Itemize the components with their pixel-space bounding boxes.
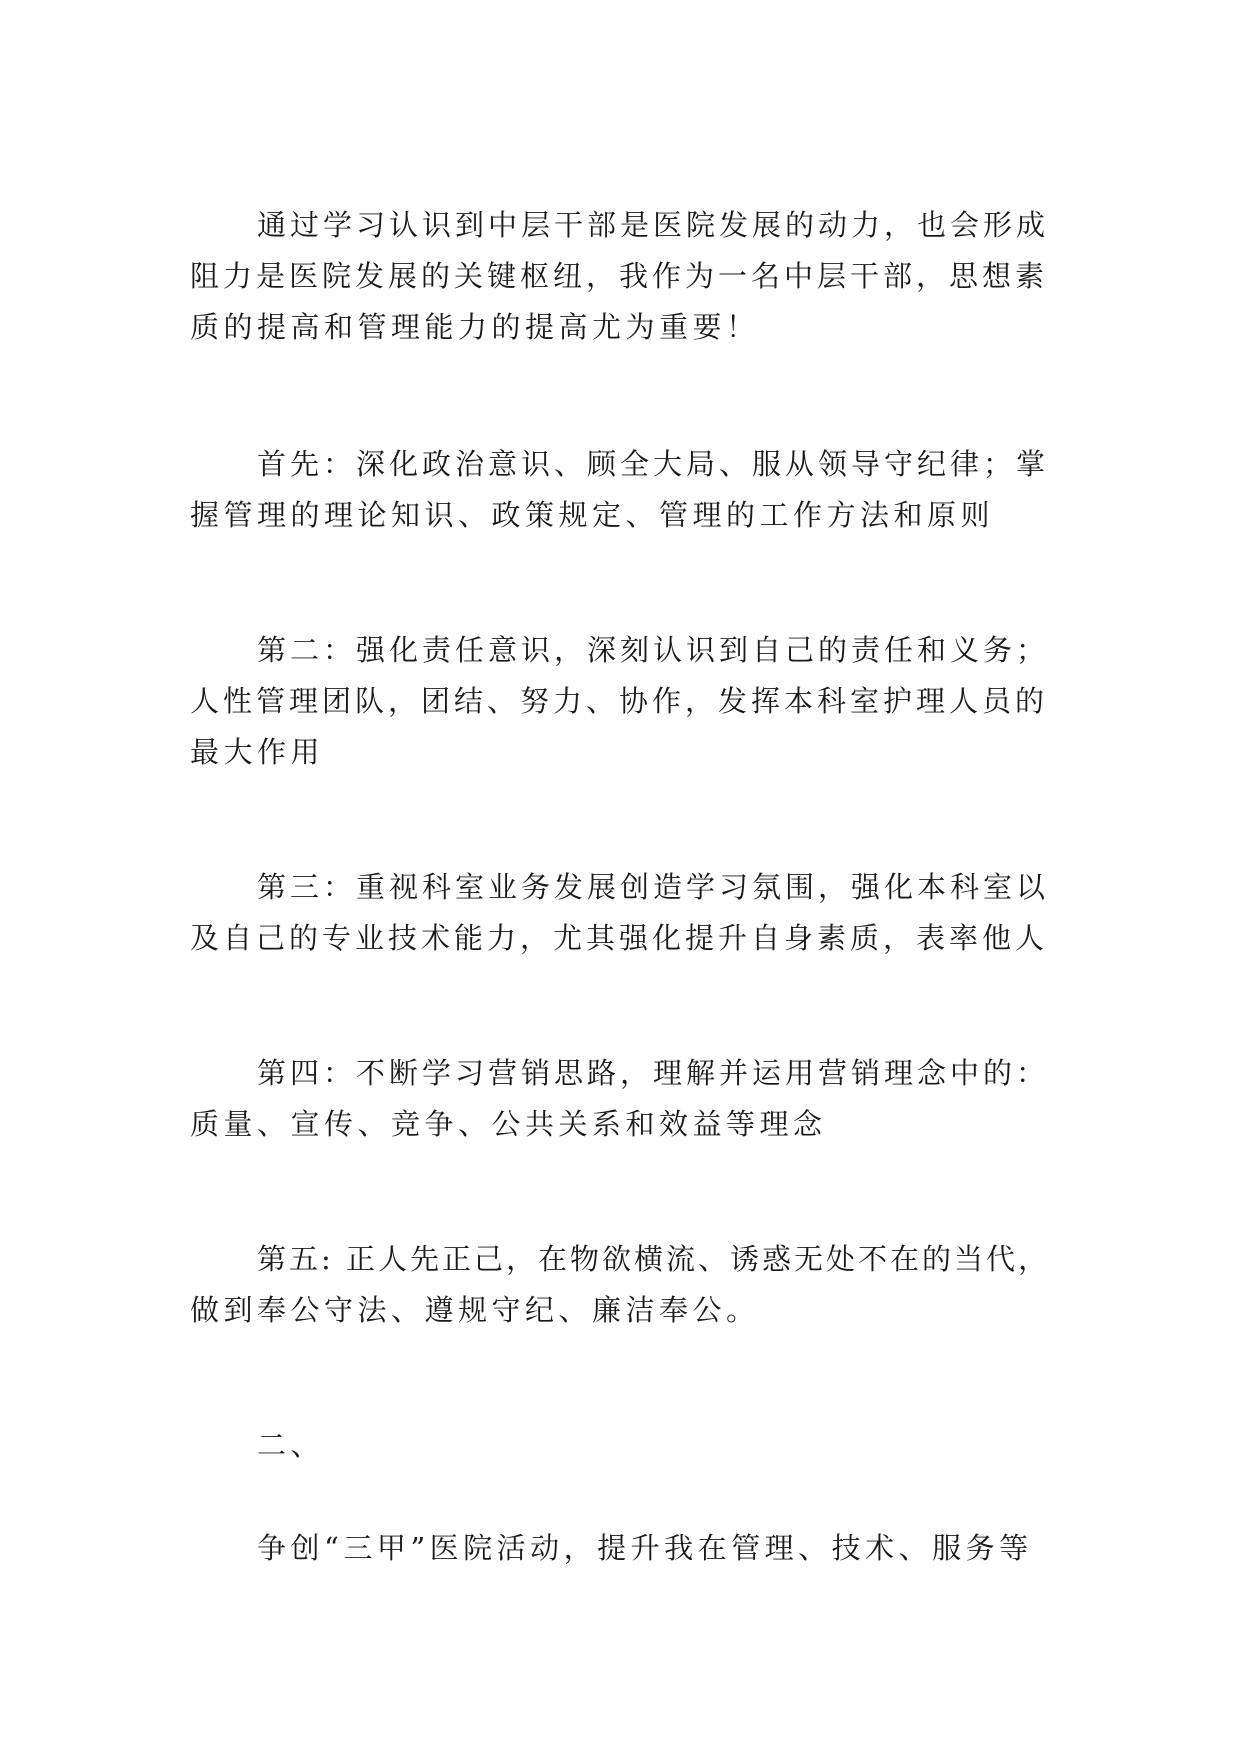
paragraph-3-line-1: 第二：强化责任意识，深刻认识到自己的责任和义务； [257,633,1050,667]
paragraph-4-line-2: 及自己的专业技术能力，尤其强化提升自身素质，表率他人 [190,921,1049,955]
paragraph-8-line-1: 争创“三甲”医院活动，提升我在管理、技术、服务等 [257,1531,1033,1565]
paragraph-1-line-2: 阻力是医院发展的关键枢纽，我作为一名中层干部，思想素 [190,259,1049,293]
paragraph-4-line-1: 第三：重视科室业务发展创造学习氛围，强化本科室以 [257,870,1050,904]
paragraph-5-line-1: 第四：不断学习营销思路，理解并运用营销理念中的： [257,1056,1050,1090]
paragraph-3-line-3: 最大作用 [190,735,325,769]
paragraph-6-line-2: 做到奉公守法、遵规守纪、廉洁奉公。 [190,1293,760,1327]
paragraph-1-line-3: 质的提高和管理能力的提高尤为重要！ [190,310,760,344]
paragraph-5-line-2: 质量、宣传、竞争、公共关系和效益等理念 [190,1107,827,1141]
paragraph-2-line-1: 首先：深化政治意识、顾全大局、服从领导守纪律；掌 [257,447,1050,481]
section-number: 二、 [257,1428,325,1462]
paragraph-3-line-2: 人性管理团队，团结、努力、协作，发挥本科室护理人员的 [190,684,1049,718]
paragraph-1-line-1: 通过学习认识到中层干部是医院发展的动力，也会形成 [257,208,1050,242]
paragraph-2-line-2: 握管理的理论知识、政策规定、管理的工作方法和原则 [190,498,995,532]
paragraph-6-line-1: 第五: 正人先正己，在物欲横流、诱惑无处不在的当代， [257,1242,1050,1276]
